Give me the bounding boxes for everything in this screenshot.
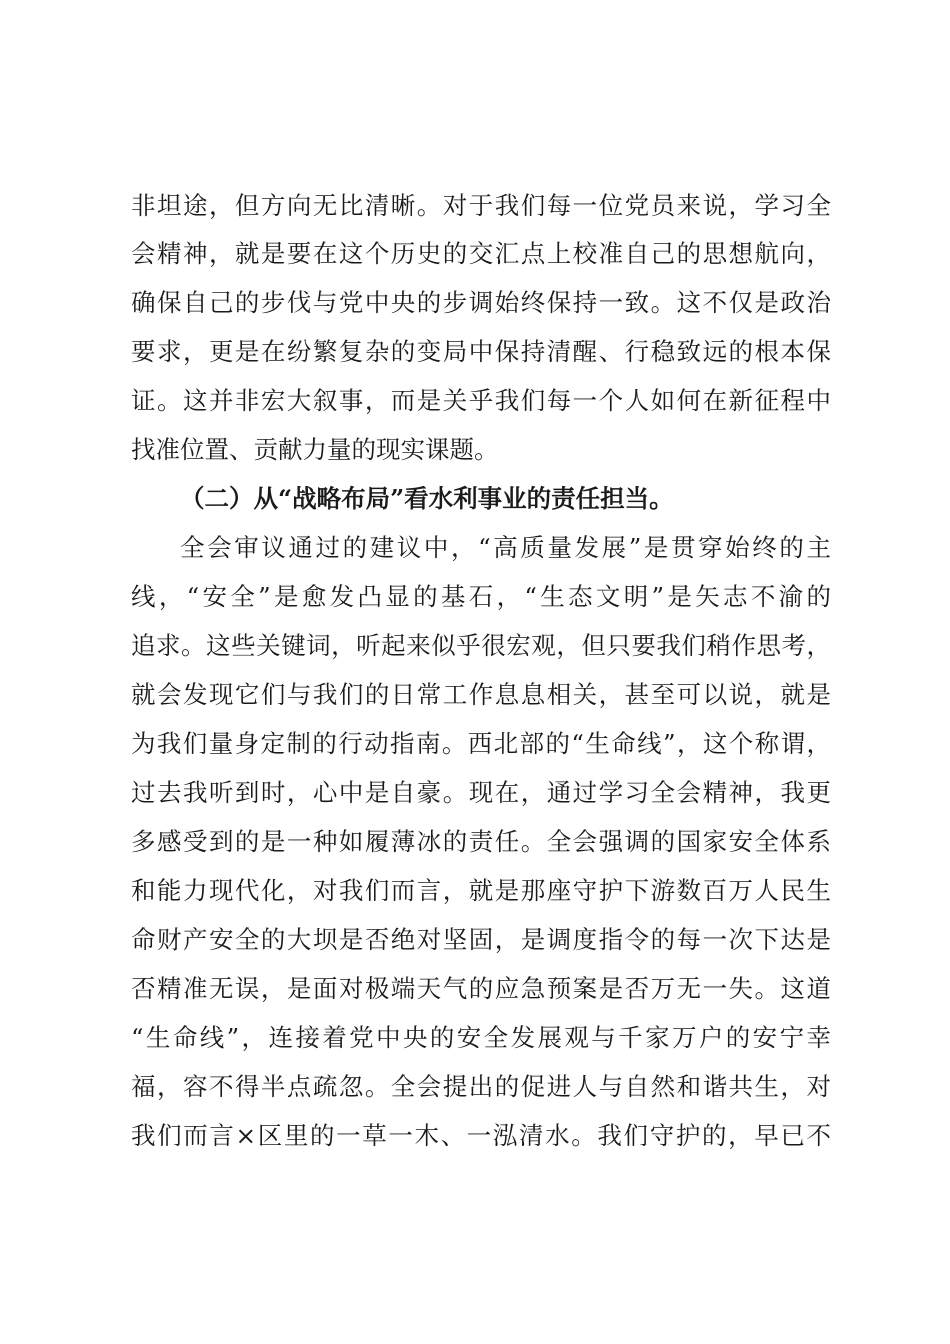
body-text-line: 福，容不得半点疏忽。全会提出的促进人与自然和谐共生，对: [131, 1072, 831, 1101]
body-text-line: 命财产安全的大坝是否绝对坚固，是调度指令的每一次下达是: [131, 925, 831, 954]
body-text-line: 我们而言×区里的一草一木、一泓清水。我们守护的，早已不: [131, 1121, 831, 1150]
body-text-line: 线，“安全”是愈发凸显的基石，“生态文明”是矢志不渝的: [131, 582, 831, 611]
body-text-line: 就会发现它们与我们的日常工作息息相关，甚至可以说，就是: [131, 680, 831, 709]
body-text-line: “生命线”，连接着党中央的安全发展观与千家万户的安宁幸: [131, 1023, 831, 1052]
body-text-line: 为我们量身定制的行动指南。西北部的“生命线”，这个称谓，: [131, 729, 831, 758]
body-text-line: 找准位置、贡献力量的现实课题。: [131, 435, 499, 464]
body-text-line: 会精神，就是要在这个历史的交汇点上校准自己的思想航向，: [131, 239, 831, 268]
body-text-line: 要求，更是在纷繁复杂的变局中保持清醒、行稳致远的根本保: [131, 337, 831, 366]
body-text-line: 证。这并非宏大叙事，而是关乎我们每一个人如何在新征程中: [131, 386, 831, 415]
body-text-line: 否精准无误，是面对极端天气的应急预案是否万无一失。这道: [131, 974, 831, 1003]
body-text-line: 非坦途，但方向无比清晰。对于我们每一位党员来说，学习全: [131, 191, 831, 220]
body-text-line: 确保自己的步伐与党中央的步调始终保持一致。这不仅是政治: [131, 288, 831, 317]
body-text-line: 追求。这些关键词，听起来似乎很宏观，但只要我们稍作思考，: [131, 631, 831, 660]
body-text-line: 和能力现代化，对我们而言，就是那座守护下游数百万人民生: [131, 876, 831, 905]
body-text-line: 多感受到的是一种如履薄冰的责任。全会强调的国家安全体系: [131, 827, 831, 856]
body-text-line: 过去我听到时，心中是自豪。现在，通过学习全会精神，我更: [131, 778, 831, 807]
body-text-line: 全会审议通过的建议中，“高质量发展”是贯穿始终的主: [180, 533, 831, 562]
section-heading: （二）从“战略布局”看水利事业的责任担当。: [180, 484, 674, 513]
